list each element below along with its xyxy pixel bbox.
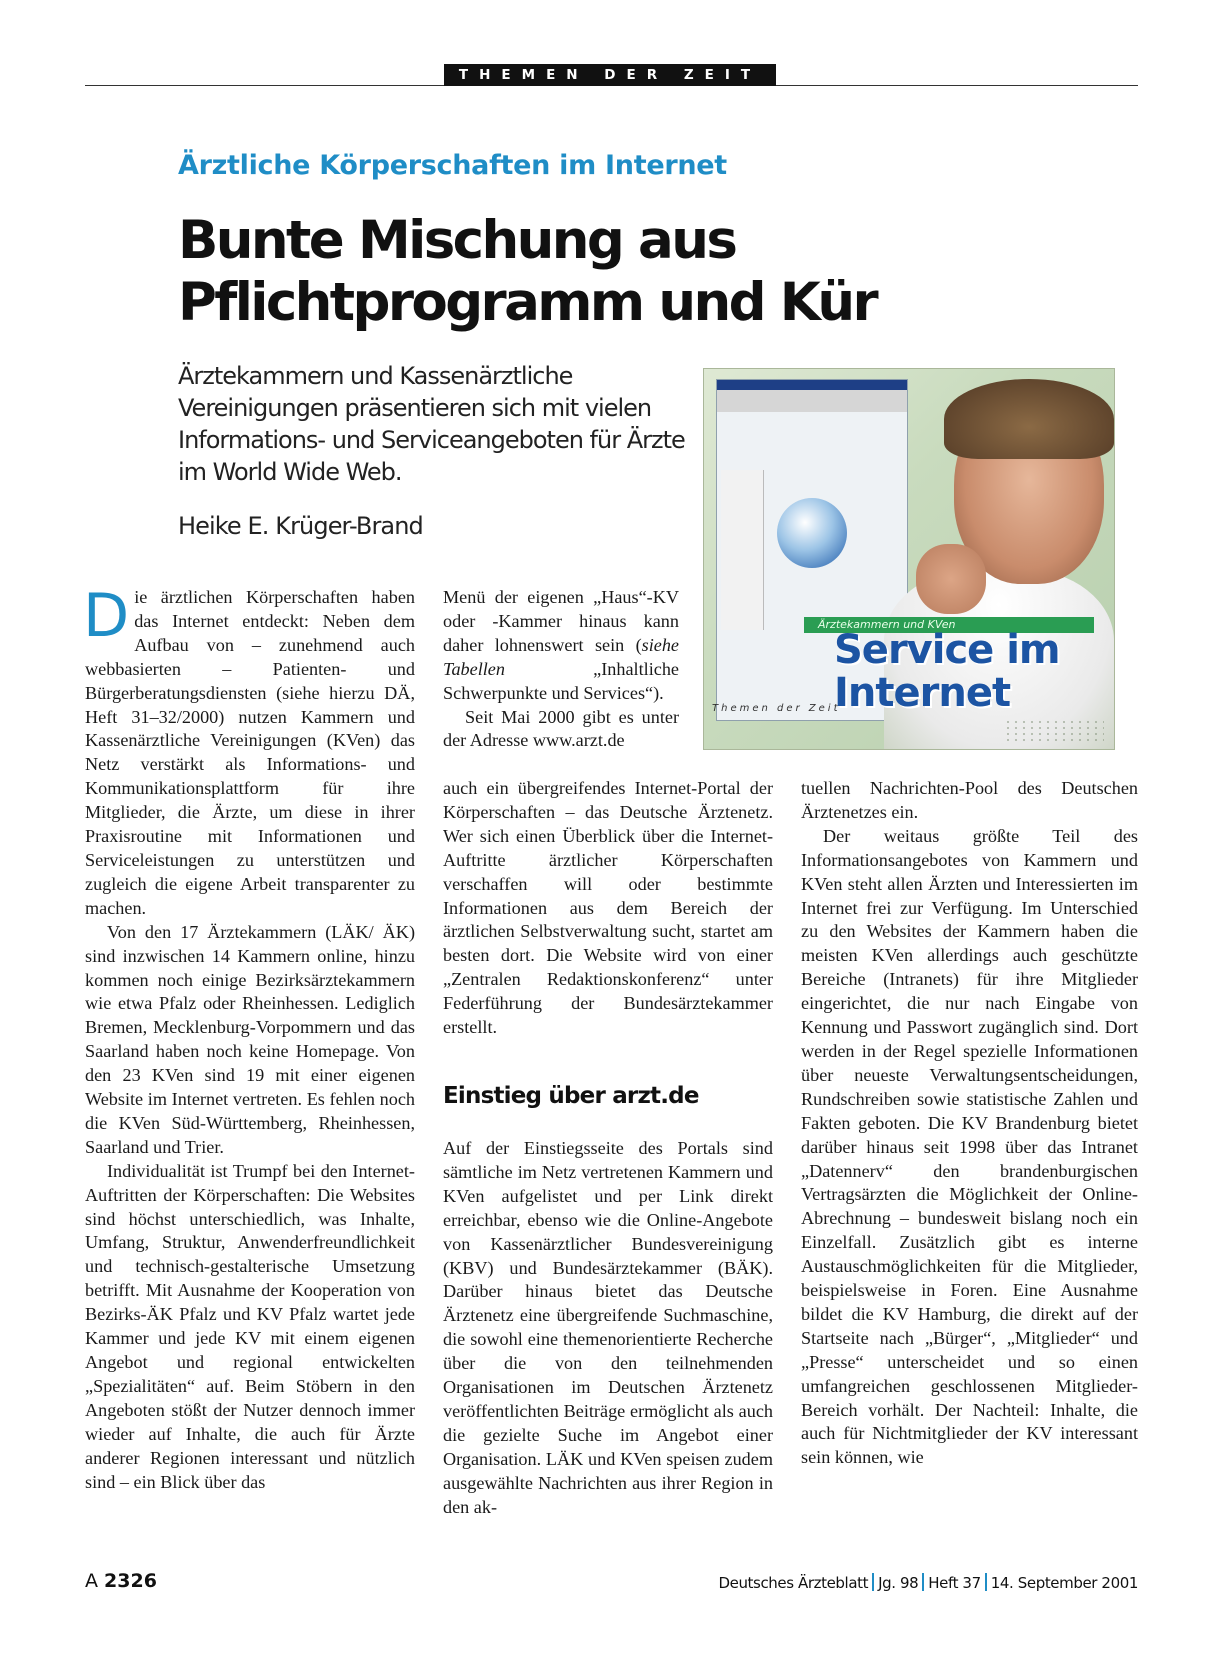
section-label: THEMEN DER ZEIT xyxy=(444,64,776,86)
paragraph xyxy=(443,586,679,706)
paragraph: tuellen Nachrichten-Pool des Deutschen Ärztenetzes ein. xyxy=(801,778,1138,822)
journal-name: Deutsches Ärzteblatt xyxy=(718,1574,869,1592)
image-title-line-2: Internet xyxy=(834,670,1011,716)
folio-number: 2326 xyxy=(104,1570,157,1592)
article-illustration xyxy=(703,368,1115,750)
journal-issue: Heft 37 xyxy=(928,1574,981,1592)
image-strip-label: Ärztekammern und KVen xyxy=(804,617,1094,633)
kicker: Ärztliche Körperschaften im Internet xyxy=(178,150,727,181)
headline xyxy=(178,210,998,334)
image-footer-text: Themen der Zeit xyxy=(712,703,841,714)
paragraph-text: „Inhaltliche Schwerpunkte und Services“). xyxy=(443,658,679,703)
paragraph-text: Menü der eigenen „Haus“-KV oder -Kammer hinaus kann daher lohnenswert sein ( xyxy=(443,587,679,655)
image-title xyxy=(834,629,1114,715)
paragraph: auch ein übergreifendes Internet-Portal der Körperschaften – das Deutsche Ärztenetz. Wer sich einen Überblick über die Internet-Auftritte ärztlicher Körperschaften verschaffen will oder bestimmte Informationen aus dem Bereich der ärztlichen Selbstverwaltung sucht, startet am besten dort. Die Website wird von einer „Zentralen Redaktionskonferenz“ unter Federführung der Bundesärztekammer erstellt. xyxy=(443,778,773,1038)
column-1 xyxy=(83,581,415,1494)
page-number xyxy=(85,1570,157,1592)
headline-line-2: Pflichtprogramm und Kür xyxy=(178,272,877,333)
author-byline: Heike E. Krüger-Brand xyxy=(178,512,423,540)
footer-separator xyxy=(985,1573,987,1591)
paragraph: Der weitaus größte Teil des Informationsangebotes von Kammern und KVen steht allen Ärzten und Interessierten im Internet frei zur Verfügung. Im Unterschied zu den Websites der Kammern haben die meisten KVen allerdings auch geschützte Bereiche (Intranets) für ihre Mitglieder eingerichtet, die nur nach Eingabe von Kennung und Passwort zugänglich sind. Dort werden in der Regel spezielle Informationen über neueste Verwaltungsentscheidungen, Rundschreiben sowie statistische Zahlen und Fakten geboten. Die KV Brandenburg bietet darüber hinaus seit 1998 über das Intranet „Datennerv“ den brandenburgischen Vertragsärzten die Möglichkeit der Online-Abrechnung – bundesweit bislang noch ein Einzelfall. Zusätzlich gibt es interne Austauschmöglichkeiten für die Mitglieder, beispielsweise in Foren. Eine Ausnahme bildet die KV Hamburg, die direkt auf der Startseite nach „Bürger“, „Mitglieder“ und „Presse“ unterscheidet und so einen umfangreichen geschlossenen Mitglieder-Bereich vorhält. Der Nachteil: Inhalte, die auch für Nichtmitglieder der KV interessant sein können, wie xyxy=(801,825,1138,1468)
column-2-top xyxy=(443,586,679,753)
paragraph xyxy=(83,581,415,921)
subheading: Einstieg über arzt.de xyxy=(443,1083,699,1109)
journal-volume: Jg. 98 xyxy=(878,1574,919,1592)
browser-title-bar xyxy=(717,380,907,390)
doctor-hair xyxy=(944,379,1114,459)
paragraph: Seit Mai 2000 gibt es unter der Adresse www.arzt.de xyxy=(443,706,679,751)
paragraph: Von den 17 Ärztekammern (LÄK/ ÄK) sind inzwischen 14 Kammern online, hinzu kommen noch einige Bezirksärztekammern wie etwa Pfalz oder Rheinhessen. Lediglich Bremen, Mecklenburg-Vorpommern und das Saarland haben noch keine Homepage. Von den 23 KVen sind 19 mit einer eigenen Website im Internet vertreten. Es fehlen noch die KVen Süd-Württemberg, Rheinhessen, Saarland und Trier. xyxy=(85,921,415,1157)
headline-line-1: Bunte Mischung aus xyxy=(178,210,736,271)
column-2-bottom xyxy=(443,1137,773,1520)
journal-footer xyxy=(718,1573,1138,1592)
journal-date: 14. September 2001 xyxy=(990,1574,1138,1592)
globe-logo-icon xyxy=(777,498,847,568)
website-sidebar xyxy=(721,470,764,630)
doctor-hand xyxy=(916,544,986,614)
paragraph: Individualität ist Trumpf bei den Internet-Auftritten der Körperschaften: Die Websites sind höchst unterschiedlich, was Inhalte, Umfang, Struktur, Anwenderfreundlichkeit und technisch-gestalterische Umsetzung betrifft. Mit Ausnahme der Kooperation von Bezirks-ÄK Pfalz und KV Pfalz wartet jede Kammer und jede KV mit einem eigenen Angebot und regional entwickelten „Spezialitäten“ auf. Beim Stöbern in den Angeboten stößt der Nutzer dennoch immer wieder auf Inhalte, die auch für Ärzte anderer Regionen interessant und nützlich sind – ein Blick über das xyxy=(85,1160,415,1492)
image-title-line-1: Service im xyxy=(834,627,1060,673)
paragraph-text: ie ärztlichen Körperschaften haben das Internet entdeckt: Neben dem Aufbau von – zunehmend auch webbasierten – Patienten- und Bürgerberatungsdiensten (siehe hierzu DÄ, Heft 31–32/2000) nutzen Kammern und Kassenärztliche Vereinigungen (KVen) das Netz verstärkt als Informations- und Kommunikationsplattform für ihre Mitglieder, die Ärzte, um diese in ihrer Praxisroutine mit Informationen und Serviceleistungen zu unterstützen und zugleich die eigene Arbeit transparenter zu machen. xyxy=(85,587,415,918)
folio-prefix: A xyxy=(85,1570,98,1592)
footer-separator xyxy=(922,1573,924,1591)
footer-separator xyxy=(872,1573,874,1591)
browser-toolbar xyxy=(717,390,907,412)
dek: Ärztekammern und Kassenärztliche Vereinigungen präsentieren sich mit vielen Informations- und Serviceangeboten für Ärzte im World Wide Web. xyxy=(178,362,685,486)
decorative-dot-grid xyxy=(1004,719,1104,743)
table-reference: siehe Tabellen xyxy=(443,634,679,679)
drop-cap: D xyxy=(83,581,130,651)
column-2-middle xyxy=(443,777,773,1040)
paragraph: Auf der Einstiegsseite des Portals sind sämtliche im Netz vertretenen Kammern und KVen aufgelistet und per Link direkt erreichbar, ebenso wie die Online-Angebote von Kassenärztlicher Bundesvereinigung (KBV) und Bundesärztekammer (BÄK). Darüber hinaus bietet das Deutsche Ärztenetz eine übergreifende Suchmaschine, die sowohl eine themenorientierte Recherche über die von den teilnehmenden Organisationen im Deutschen Ärztenetz veröffentlichten Beiträge ermöglicht als auch die gezielte Suche im Angebot einer Organisation. LÄK und KVen speisen zudem ausgewählte Nachrichten aus ihrer Region in den ak- xyxy=(443,1138,773,1517)
column-3 xyxy=(801,777,1138,1470)
